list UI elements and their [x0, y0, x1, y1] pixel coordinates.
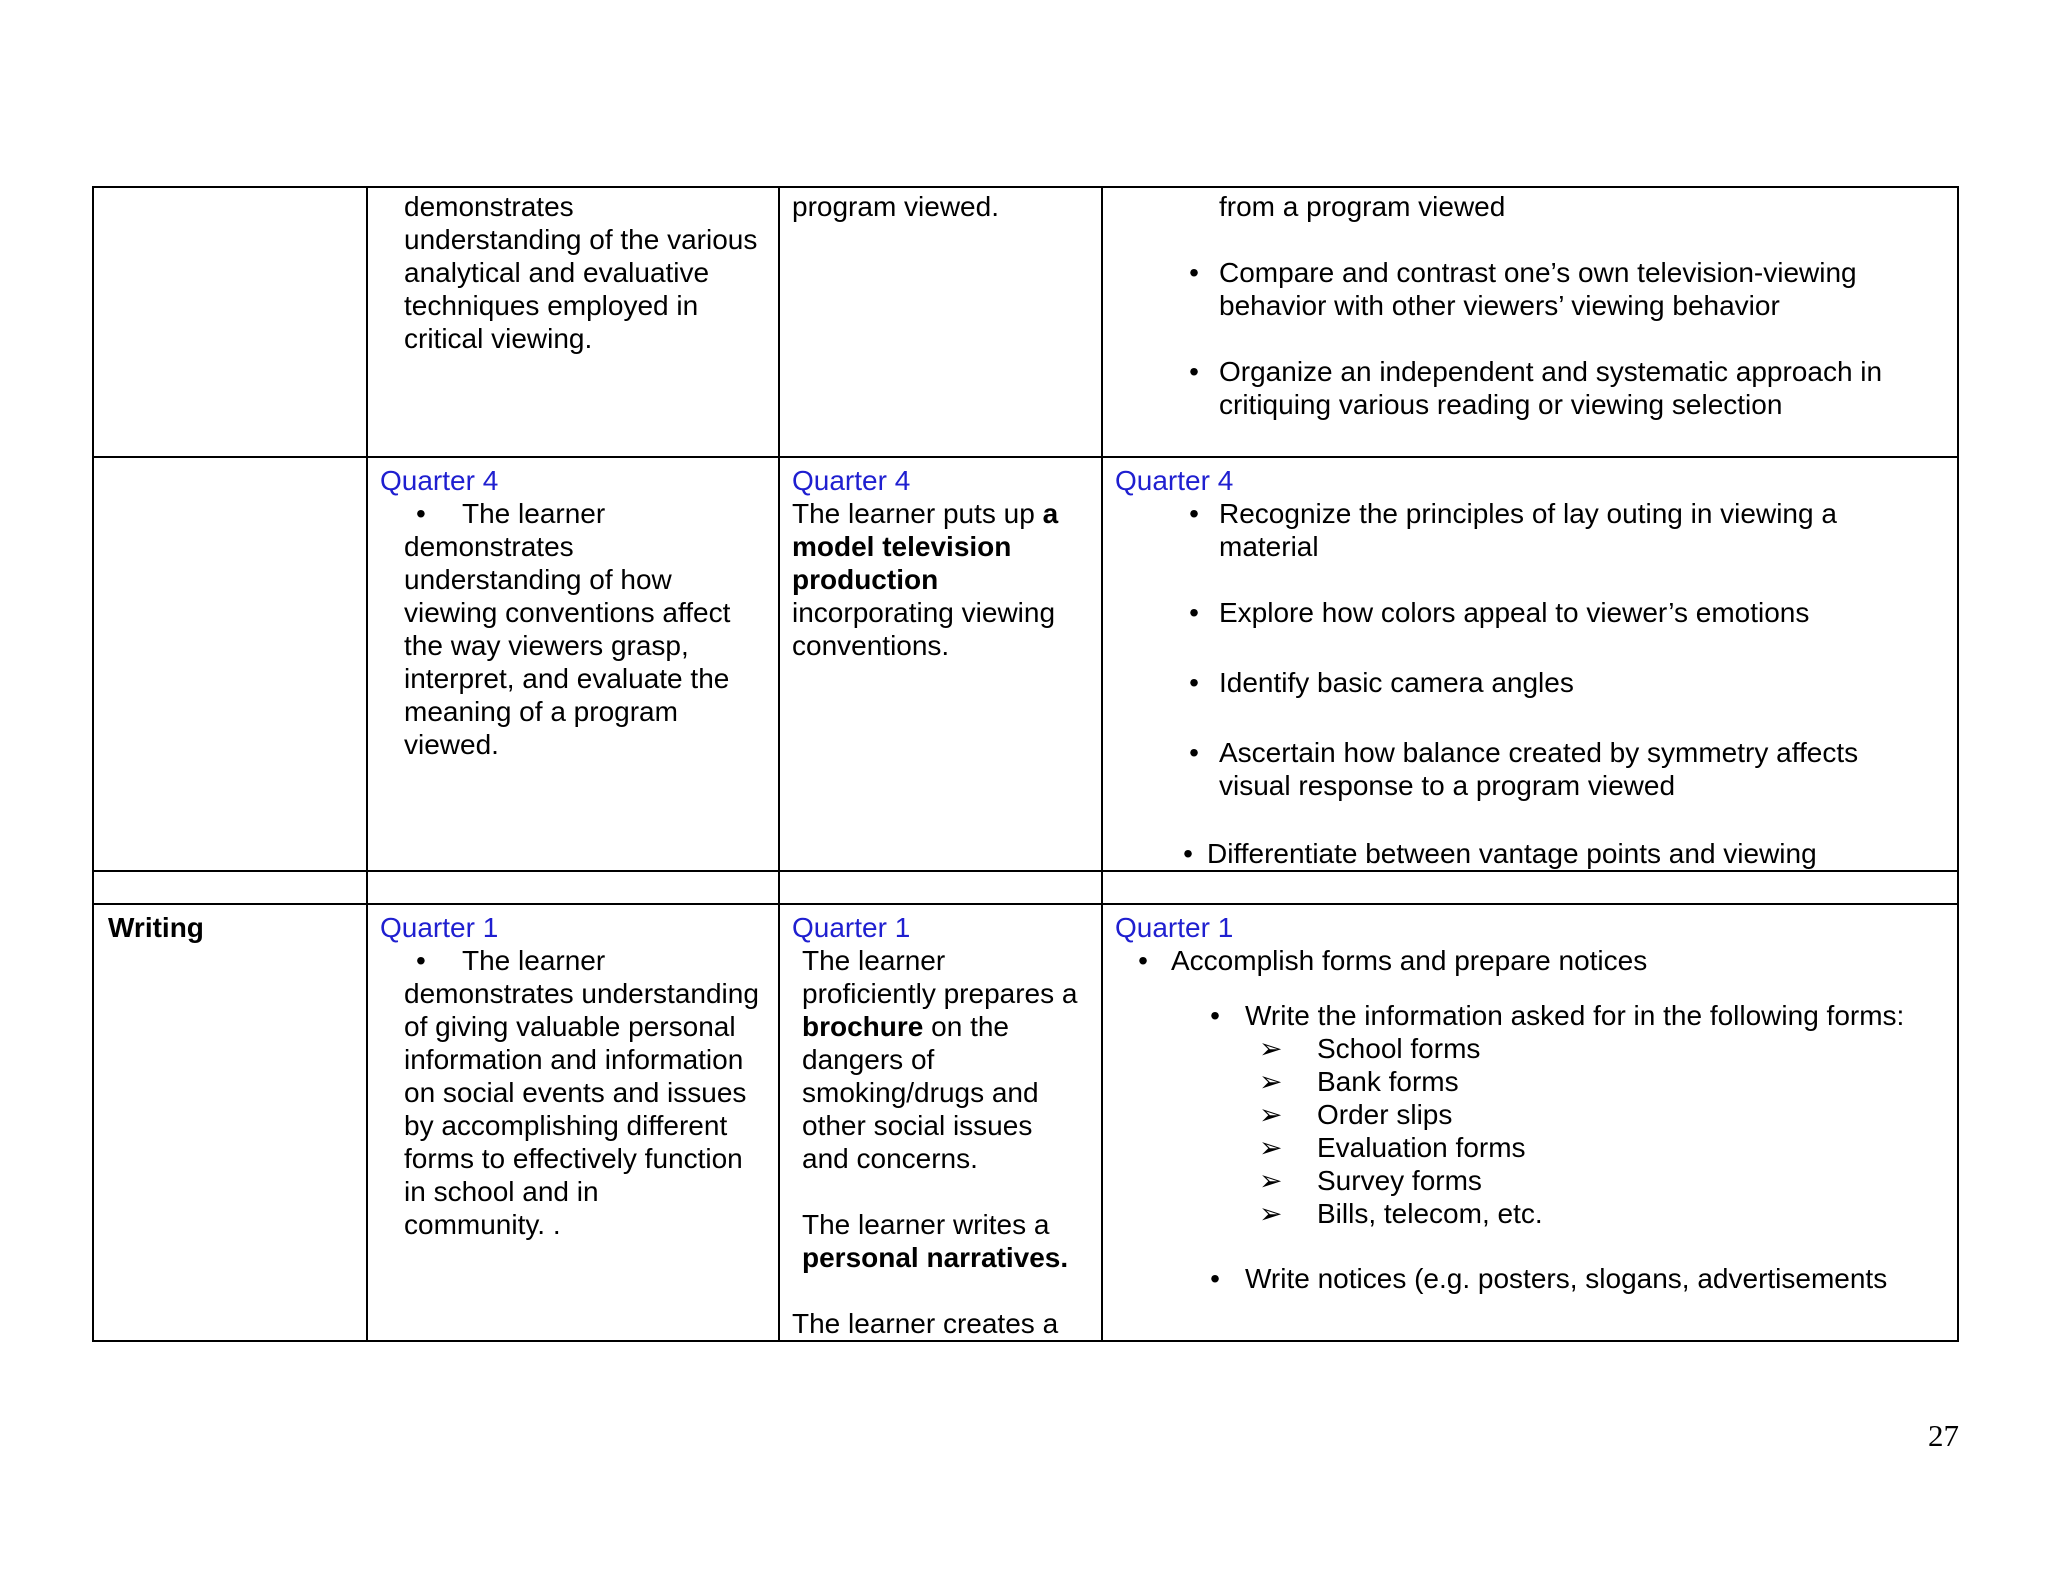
competency-continuation: from a program viewed	[1219, 191, 1506, 222]
empty-cell	[367, 871, 779, 904]
performance-text: conventions.	[792, 630, 950, 661]
page-number: 27	[1928, 1418, 1959, 1453]
performance-bold: brochure	[802, 1011, 924, 1042]
competency-item	[1115, 596, 1949, 629]
quarter-label: Quarter 1	[792, 912, 911, 943]
bullet-icon: •	[1189, 498, 1199, 529]
competency-item	[1115, 944, 1949, 977]
competency-item	[1115, 497, 1949, 563]
bullet-icon: •	[1210, 1263, 1220, 1294]
competencies-cell	[1102, 187, 1958, 457]
standard-line: understanding of the various	[404, 224, 758, 255]
performance-fragment: on the	[923, 1011, 1009, 1042]
performance-text: proficiently prepares a	[802, 978, 1078, 1009]
standard-bullet	[380, 944, 766, 977]
form-item	[1259, 1098, 1949, 1131]
quarter-label: Quarter 4	[792, 465, 911, 496]
arrow-bullet-icon: ➢	[1259, 1132, 1283, 1163]
standard-line: demonstrates understanding	[404, 978, 759, 1009]
performance-text: other social issues	[802, 1110, 1033, 1141]
quarter-label: Quarter 1	[1115, 912, 1234, 943]
standard-line: in school and in	[404, 1176, 599, 1207]
form-item	[1259, 1164, 1949, 1197]
content-standard-cell	[367, 457, 779, 871]
form-name: Bills, telecom, etc.	[1317, 1198, 1543, 1229]
competency-subitem	[1115, 999, 1949, 1032]
competency-text: Identify basic camera angles	[1219, 667, 1574, 698]
form-item	[1259, 1065, 1949, 1098]
form-item	[1259, 1032, 1949, 1065]
quarter-label: Quarter 1	[380, 912, 499, 943]
table-row	[93, 871, 1958, 904]
performance-bold: model television	[792, 531, 1012, 562]
form-item	[1259, 1131, 1949, 1164]
competency-item	[1115, 837, 1949, 870]
standard-line: analytical and evaluative	[404, 257, 710, 288]
domain-cell	[93, 904, 367, 1341]
quarter-label: Quarter 4	[380, 465, 499, 496]
competency-text: Differentiate between vantage points and viewing	[1207, 838, 1817, 869]
competency-text: Organize an independent and systematic approach in	[1219, 356, 1883, 387]
standard-line: interpret, and evaluate the	[404, 663, 730, 694]
table-row	[93, 904, 1958, 1341]
form-name: Survey forms	[1317, 1165, 1482, 1196]
competency-item	[1115, 666, 1949, 699]
performance-standard-cell	[779, 904, 1102, 1341]
standard-text: The learner	[462, 945, 606, 976]
competency-text: critiquing various reading or viewing selection	[1219, 389, 1783, 420]
standard-line: critical viewing.	[404, 323, 593, 354]
performance-text: The learner	[802, 945, 946, 976]
arrow-bullet-icon: ➢	[1259, 1165, 1283, 1196]
standard-line: meaning of a program	[404, 696, 678, 727]
standard-line: demonstrates	[404, 531, 574, 562]
standard-line: forms to effectively function	[404, 1143, 743, 1174]
curriculum-table	[92, 186, 1959, 1342]
table-row	[93, 187, 1958, 457]
performance-text: The learner creates a	[792, 1308, 1059, 1339]
competencies-cell	[1102, 457, 1958, 871]
performance-text: dangers of	[802, 1044, 935, 1075]
competency-item	[1103, 355, 1949, 421]
competency-text: Accomplish forms and prepare notices	[1171, 945, 1648, 976]
performance-text: program viewed.	[792, 191, 999, 222]
standard-line: information and information	[404, 1044, 744, 1075]
empty-cell	[1102, 871, 1958, 904]
competency-subitem	[1115, 1262, 1949, 1295]
performance-text	[792, 497, 1089, 530]
competencies-cell	[1102, 904, 1958, 1341]
performance-fragment: The learner puts up	[792, 498, 1043, 529]
standard-line: community. .	[404, 1209, 561, 1240]
arrow-bullet-icon: ➢	[1259, 1066, 1283, 1097]
performance-standard-cell	[779, 457, 1102, 871]
bullet-icon: •	[1189, 667, 1199, 698]
standard-line: techniques employed in	[404, 290, 699, 321]
competency-text: Explore how colors appeal to viewer’s emotions	[1219, 597, 1810, 628]
section-label: Writing	[108, 912, 204, 943]
competency-text: Recognize the principles of lay outing in viewing a	[1219, 498, 1837, 529]
competency-text: visual response to a program viewed	[1219, 770, 1676, 801]
competency-text: Ascertain how balance created by symmetry affects	[1219, 737, 1859, 768]
standard-line: understanding of how	[404, 564, 672, 595]
bullet-icon: •	[1210, 1000, 1220, 1031]
form-name: Bank forms	[1317, 1066, 1459, 1097]
arrow-bullet-icon: ➢	[1259, 1198, 1283, 1229]
standard-line: of giving valuable personal	[404, 1011, 736, 1042]
form-name: Evaluation forms	[1317, 1132, 1526, 1163]
competency-item	[1115, 736, 1949, 802]
competency-text: material	[1219, 531, 1319, 562]
empty-cell	[779, 871, 1102, 904]
standard-line: demonstrates	[404, 191, 574, 222]
content-standard-cell	[367, 187, 779, 457]
competency-text: Write the information asked for in the following forms:	[1245, 1000, 1905, 1031]
performance-text: The learner writes a	[802, 1209, 1050, 1240]
bullet-icon: •	[416, 498, 426, 529]
arrow-bullet-icon: ➢	[1259, 1099, 1283, 1130]
competency-item	[1103, 256, 1949, 322]
content-standard-cell	[367, 904, 779, 1341]
competency-text: Write notices (e.g. posters, slogans, advertisements	[1245, 1263, 1888, 1294]
bullet-icon: •	[416, 945, 426, 976]
performance-text: incorporating viewing	[792, 597, 1056, 628]
domain-cell	[93, 187, 367, 457]
bullet-icon: •	[1189, 597, 1199, 628]
performance-text: and concerns.	[802, 1143, 978, 1174]
standard-line: by accomplishing different	[404, 1110, 728, 1141]
performance-text	[802, 1010, 1089, 1043]
competency-text: behavior with other viewers’ viewing behavior	[1219, 290, 1780, 321]
empty-cell	[93, 871, 367, 904]
form-name: Order slips	[1317, 1099, 1453, 1130]
standard-line: the way viewers grasp,	[404, 630, 689, 661]
performance-bold: personal narratives.	[802, 1242, 1069, 1273]
arrow-bullet-icon: ➢	[1259, 1033, 1283, 1064]
bullet-icon: •	[1189, 257, 1199, 288]
bullet-icon: •	[1138, 945, 1148, 976]
standard-line: viewed.	[404, 729, 499, 760]
form-name: School forms	[1317, 1033, 1481, 1064]
performance-bold: a	[1042, 498, 1059, 529]
standard-bullet	[380, 497, 766, 530]
standard-text: The learner	[462, 498, 606, 529]
standard-line: on social events and issues	[404, 1077, 747, 1108]
table-row	[93, 457, 1958, 871]
bullet-icon: •	[1189, 737, 1199, 768]
domain-cell	[93, 457, 367, 871]
bullet-icon: •	[1189, 356, 1199, 387]
quarter-label: Quarter 4	[1115, 465, 1234, 496]
performance-text: smoking/drugs and	[802, 1077, 1039, 1108]
performance-bold: production	[792, 564, 939, 595]
performance-standard-cell	[779, 187, 1102, 457]
form-item	[1259, 1197, 1949, 1230]
standard-line: viewing conventions affect	[404, 597, 731, 628]
competency-text: Compare and contrast one’s own television-viewing	[1219, 257, 1857, 288]
bullet-icon: •	[1183, 838, 1193, 869]
